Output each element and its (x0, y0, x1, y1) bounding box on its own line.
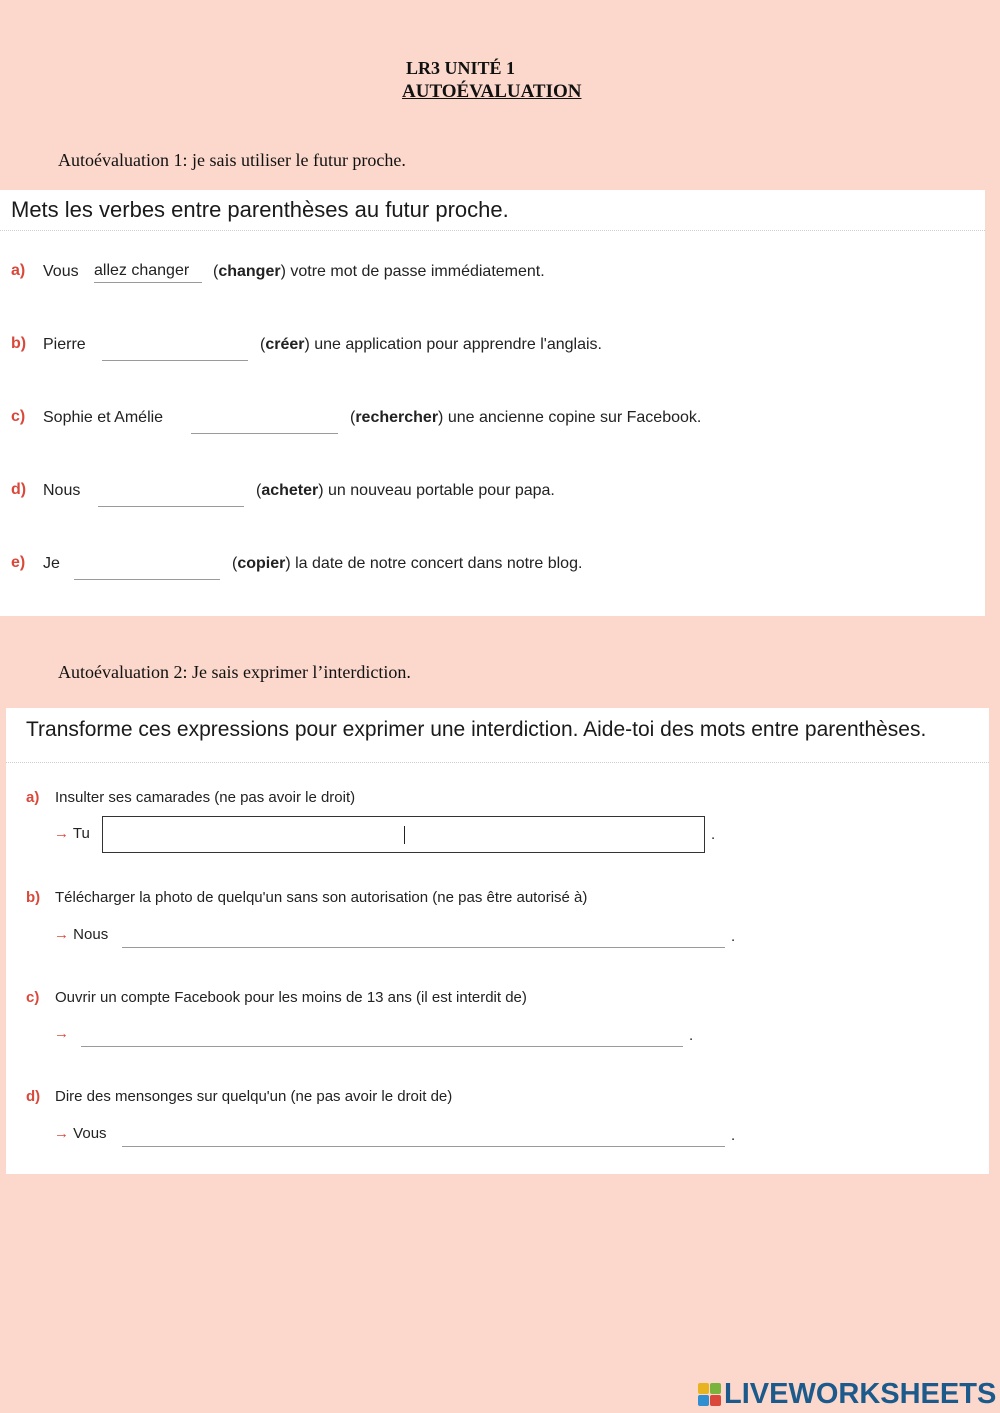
liveworksheets-logo (698, 1378, 996, 1411)
item-subject: Je (43, 555, 60, 572)
answer-start (54, 825, 90, 842)
answer-start (54, 1125, 107, 1142)
document-title: LR3 UNITÉ 1 (406, 58, 516, 78)
exercise1-panel (0, 190, 985, 616)
item-subject: Sophie et Amélie (43, 409, 164, 426)
end-period: . (731, 928, 736, 945)
separator (6, 762, 989, 763)
item-rest: ) une application pour apprendre l'anglais. (304, 336, 602, 353)
section1-label: Autoévaluation 1: je sais utiliser le futur proche. (58, 150, 406, 170)
item-verb-line: (créer) une application pour apprendre l'anglais. (260, 336, 602, 353)
answer-field-b[interactable] (122, 927, 725, 948)
answer-input-a[interactable] (102, 816, 705, 853)
answer-field-c[interactable] (191, 413, 338, 434)
item-verb-line: (copier) la date de notre concert dans notre blog. (232, 555, 583, 572)
arrow-icon: → (54, 825, 69, 842)
item-rest: ) votre mot de passe immédiatement. (280, 263, 545, 280)
answer-field-d[interactable] (98, 486, 244, 507)
item-letter: e) (11, 554, 26, 571)
answer-start (54, 1025, 69, 1042)
answer-start-word: Nous (73, 926, 109, 943)
logo-grid-icon (698, 1383, 722, 1407)
exercise1-instruction: Mets les verbes entre parenthèses au futur proche. (11, 197, 509, 222)
answer-start-word: Vous (73, 1125, 107, 1142)
item-subject: Pierre (43, 336, 86, 353)
section2-label: Autoévaluation 2: Je sais exprimer l’interdiction. (58, 662, 411, 682)
item-letter: c) (26, 989, 40, 1006)
item-prompt: Ouvrir un compte Facebook pour les moins de 13 ans (il est interdit de) (55, 989, 527, 1006)
end-period: . (711, 826, 716, 843)
answer-field-d[interactable] (122, 1126, 725, 1147)
item-verb-line: (rechercher) une ancienne copine sur Facebook. (350, 409, 702, 426)
arrow-icon: → (54, 926, 69, 943)
item-letter: b) (26, 889, 41, 906)
answer-field-e[interactable] (74, 559, 220, 580)
item-subject: Vous (43, 263, 79, 280)
text-cursor (404, 826, 405, 844)
item-letter: d) (26, 1088, 41, 1105)
item-rest: ) un nouveau portable pour papa. (318, 482, 555, 499)
item-rest: ) une ancienne copine sur Facebook. (438, 409, 702, 426)
item-verb: changer (218, 263, 281, 280)
item-verb: rechercher (355, 409, 439, 426)
item-verb: copier (237, 555, 286, 572)
end-period: . (731, 1127, 736, 1144)
item-letter: d) (11, 481, 27, 498)
item-subject: Nous (43, 482, 81, 499)
separator (0, 230, 985, 231)
item-verb-line: (changer) votre mot de passe immédiatement. (213, 263, 545, 280)
item-letter: a) (11, 262, 26, 279)
document-subtitle: AUTOÉVALUATION (402, 81, 582, 102)
answer-field-c[interactable] (81, 1026, 683, 1047)
answer-start-word: Tu (72, 825, 90, 842)
item-prompt: Dire des mensonges sur quelqu'un (ne pas avoir le droit de) (55, 1088, 453, 1105)
answer-start (54, 926, 108, 943)
item-prompt: Télécharger la photo de quelqu'un sans son autorisation (ne pas être autorisé à) (55, 889, 588, 906)
answer-field-b[interactable] (102, 340, 248, 361)
item-letter: a) (26, 789, 40, 806)
exercise2-panel (6, 708, 989, 1174)
answer-field-a[interactable]: allez changer (94, 262, 202, 283)
item-rest: ) la date de notre concert dans notre blog. (285, 555, 583, 572)
item-prompt: Insulter ses camarades (ne pas avoir le droit) (55, 789, 356, 806)
item-verb: acheter (261, 482, 319, 499)
item-letter: c) (11, 408, 26, 425)
arrow-icon: → (54, 1025, 69, 1042)
end-period: . (689, 1027, 694, 1044)
exercise2-instruction: Transforme ces expressions pour exprimer une interdiction. Aide-toi des mots entre parenthèses. (26, 718, 927, 741)
item-letter: b) (11, 335, 27, 352)
item-verb: créer (265, 336, 305, 353)
arrow-icon: → (54, 1125, 69, 1142)
logo-text: LIVEWORKSHEETS (724, 1378, 997, 1410)
item-verb-line: (acheter) un nouveau portable pour papa. (256, 482, 555, 499)
